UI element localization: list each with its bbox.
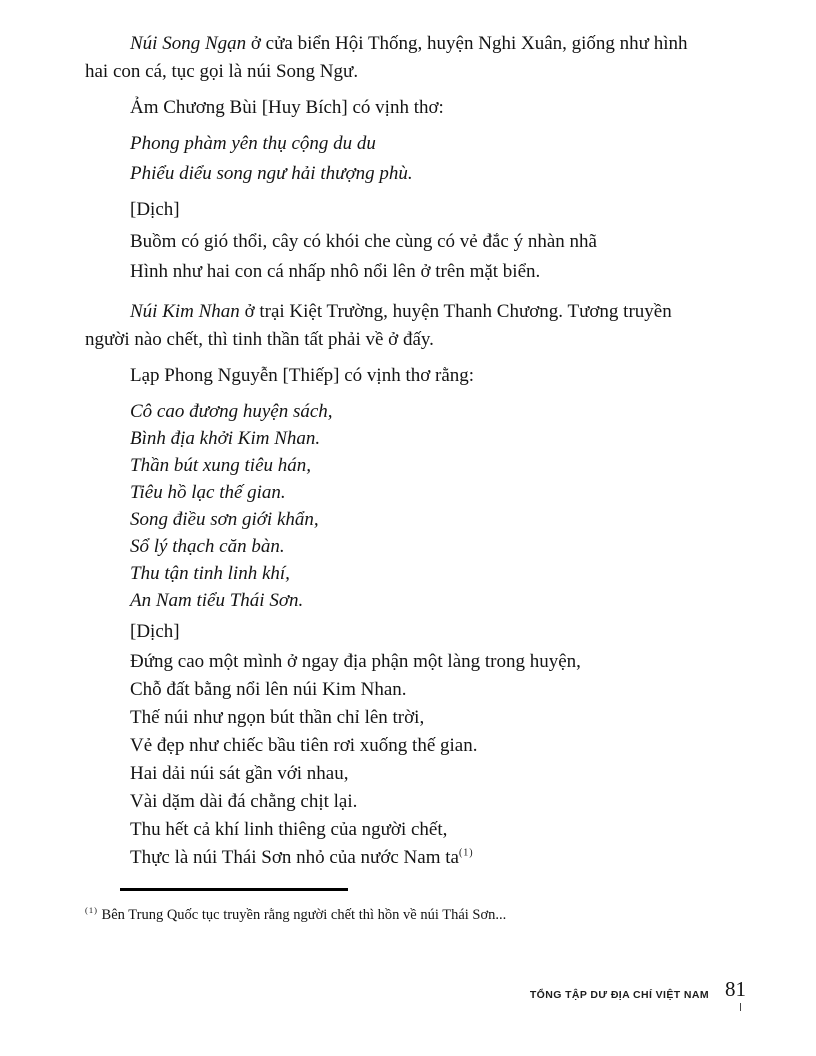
poem-line: Phiểu diểu song ngư hải thượng phù. [130,163,413,184]
translation-text: Thực là núi Thái Sơn nhỏ của nước Nam ta [130,847,459,868]
translation-line: Hai dải núi sát gần với nhau, [130,763,349,784]
page-body [85,30,737,872]
paragraph-kim-nhan-line1 [85,298,737,326]
poem-line: Cô cao đương huyện sách, [130,401,333,422]
dich-label: [Dịch] [130,199,180,220]
paragraph-text: ở cửa biển Hội Thống, huyện Nghi Xuân, giống như hình [246,33,688,54]
paragraph-kim-nhan-line2: người nào chết, thì tinh thần tất phải về ở đấy. [85,329,434,350]
poem-line: An Nam tiểu Thái Sơn. [130,590,304,611]
translation-line: Vài dặm dài đá chằng chịt lại. [130,791,358,812]
translation-line: Thế núi như ngọn bút thần chỉ lên trời, [130,707,425,728]
page-number: 81 [725,977,746,1001]
poem-line: Tiêu hồ lạc thế gian. [130,482,286,503]
paragraph-song-ngan-line1 [85,30,737,58]
translation-line: Hình như hai con cá nhấp nhô nổi lên ở trên mặt biển. [130,261,541,282]
paragraph-lead: Núi Kim Nhan [130,301,240,322]
poem-line: Thần bút xung tiêu hán, [130,455,312,476]
translation-line: Buồm có gió thổi, cây có khói che cùng có vẻ đắc ý nhàn nhã [130,231,597,252]
page-footer [530,975,746,1011]
poem-line: Thu tận tinh linh khí, [130,563,290,584]
poem2-intro: Lạp Phong Nguyễn [Thiếp] có vịnh thơ rằng: [130,365,475,386]
poem-line: Phong phàm yên thụ cộng du du [130,133,376,154]
footnote-ref-marker: (1) [458,847,474,859]
translation-line: Thu hết cả khí linh thiêng của người chết, [130,819,448,840]
footnote-text: Bên Trung Quốc tục truyền rằng người chết thì hồn về núi Thái Sơn... [97,907,507,923]
dich-label: [Dịch] [130,621,180,642]
poem-line: Sổ lý thạch căn bàn. [130,536,285,557]
footnote-marker: (1) [85,905,98,916]
running-title: TỔNG TẬP DƯ ĐỊA CHÍ VIỆT NAM [529,989,709,1001]
paragraph-text: ở trại Kiệt Trường, huyện Thanh Chương. Tương truyền [239,301,672,322]
footnote-area [85,888,737,925]
page-number-group [725,975,746,1011]
translation-line: Vẻ đẹp như chiếc bầu tiên rơi xuống thế gian. [130,735,478,756]
paragraph-song-ngan-line2: hai con cá, tục gọi là núi Song Ngư. [85,61,359,82]
translation-line: Chỗ đất bằng nổi lên núi Kim Nhan. [130,679,407,700]
translation-line-last [85,844,737,872]
paragraph-lead: Núi Song Ngạn [130,33,247,54]
translation-line: Đứng cao một mình ở ngay địa phận một làng trong huyện, [130,651,581,672]
poem1-intro: Ảm Chương Bùi [Huy Bích] có vịnh thơ: [130,97,444,118]
poem-line: Bình địa khởi Kim Nhan. [130,428,321,449]
poem-line: Song điều sơn giới khẩn, [130,509,319,530]
page-number-tick [740,1003,742,1011]
footnote-rule [120,888,348,891]
footnote [85,905,737,925]
